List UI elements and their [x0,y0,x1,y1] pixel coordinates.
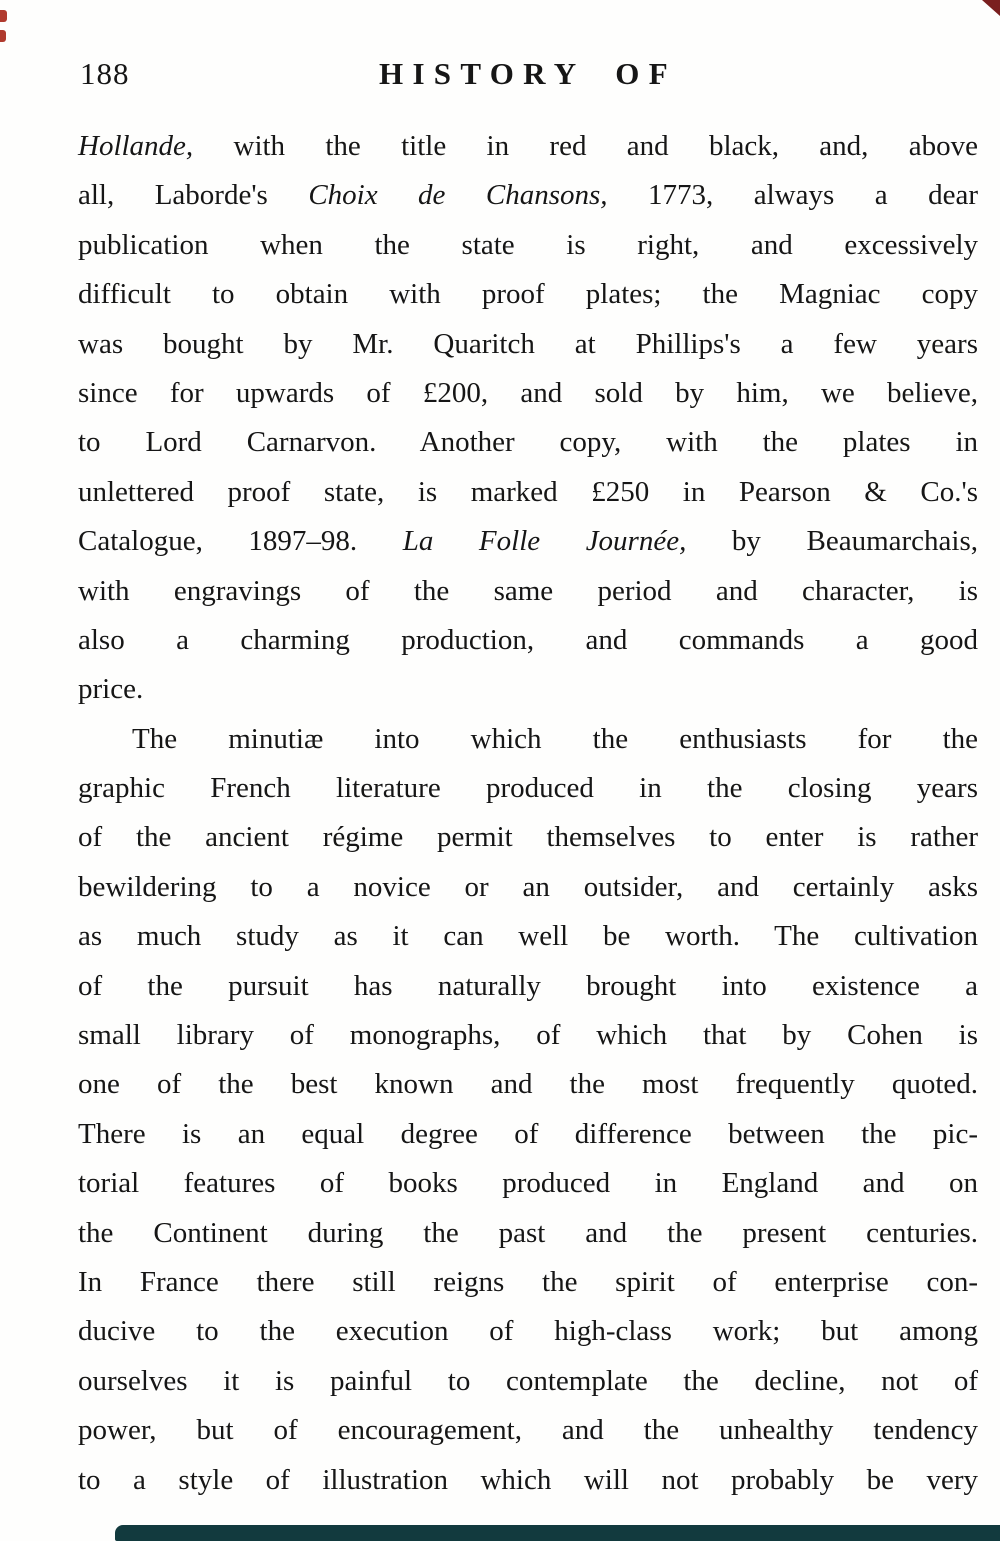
text-line [78,1456,978,1505]
italic-text-run: Choix de Chansons, [308,179,608,212]
text-line [78,320,978,369]
text-run: In France there still reigns the spirit of enterprise con- [78,1265,978,1298]
text-run: bewildering to a novice or an outsider, and certainly asks [78,870,978,903]
text-run: one of the best known and the most frequently quoted. [78,1068,978,1101]
italic-text-run: La Folle Journée, [402,525,687,558]
text-run: of the pursuit has naturally brought into existence a [78,969,978,1002]
text-line [78,369,978,418]
text-run: the Continent during the past and the present centuries. [78,1216,978,1249]
text-line [78,912,978,961]
text-run: ourselves it is painful to contemplate the decline, not of [78,1364,978,1397]
text-line [78,1060,978,1109]
text-line [78,616,978,665]
text-run: price. [78,673,144,706]
text-run: unlettered proof state, is marked £250 in Pearson & Co.'s [78,475,978,508]
text-run: as much study as it can well be worth. The cultivation [78,920,978,953]
page-header [78,56,978,100]
text-line [78,962,978,1011]
text-line [78,764,978,813]
text-run: There is an equal degree of difference between the pic- [78,1117,978,1150]
body-text [78,122,978,1505]
text-run: The minutiæ into which the enthusiasts for the [132,722,978,755]
scan-artifact-red-mark-bottom [0,30,6,42]
text-line [78,1011,978,1060]
text-line [78,863,978,912]
text-run: graphic French literature produced in the closing years [78,772,978,805]
text-run: difficult to obtain with proof plates; the Magniac copy [78,278,978,311]
text-line [78,1110,978,1159]
text-line [78,1357,978,1406]
text-line [78,1159,978,1208]
text-line [78,517,978,566]
page-number: 188 [80,56,130,91]
text-run: torial features of books produced in England and on [78,1167,978,1200]
text-line [78,665,978,714]
text-run: of the ancient régime permit themselves to enter is rather [78,821,978,854]
text-line [78,567,978,616]
text-run: with the title in red and black, and, above [193,130,978,162]
text-run: Catalogue, 1897–98. [78,525,403,558]
scan-artifact-red-mark-top [0,10,7,22]
text-run: 1773, always a dear [607,179,978,212]
text-run: also a charming production, and commands a good [78,623,978,656]
text-line [78,1307,978,1356]
italic-text-run: Hollande, [78,130,194,162]
text-run: to Lord Carnarvon. Another copy, with the plates in [78,426,978,459]
text-run: to a style of illustration which will not probably be very [78,1463,978,1496]
scan-artifact-bottom-bar [115,1525,1000,1541]
text-line [78,813,978,862]
text-line [78,418,978,467]
text-line [78,270,978,319]
text-run: publication when the state is right, and excessively [78,228,978,261]
text-line [78,171,978,220]
text-run: was bought by Mr. Quaritch at Phillips's a few years [78,327,978,360]
text-run: with engravings of the same period and character, is [78,574,978,607]
text-line [78,715,978,764]
scan-artifact-corner-mark [982,0,1000,16]
text-run: ducive to the execution of high-class work; but among [78,1315,978,1348]
text-line [78,1406,978,1455]
text-line [78,221,978,270]
text-line [78,1258,978,1307]
text-line [78,1209,978,1258]
text-line [78,122,978,171]
running-title: HISTORY OF [379,56,677,91]
text-run: all, Laborde's [78,179,309,212]
text-run: power, but of encouragement, and the unhealthy tendency [78,1414,978,1447]
text-run: since for upwards of £200, and sold by him, we believe, [78,376,978,409]
text-run: by Beaumarchais, [686,525,978,558]
text-line [78,468,978,517]
text-run: small library of monographs, of which that by Cohen is [78,1019,978,1052]
